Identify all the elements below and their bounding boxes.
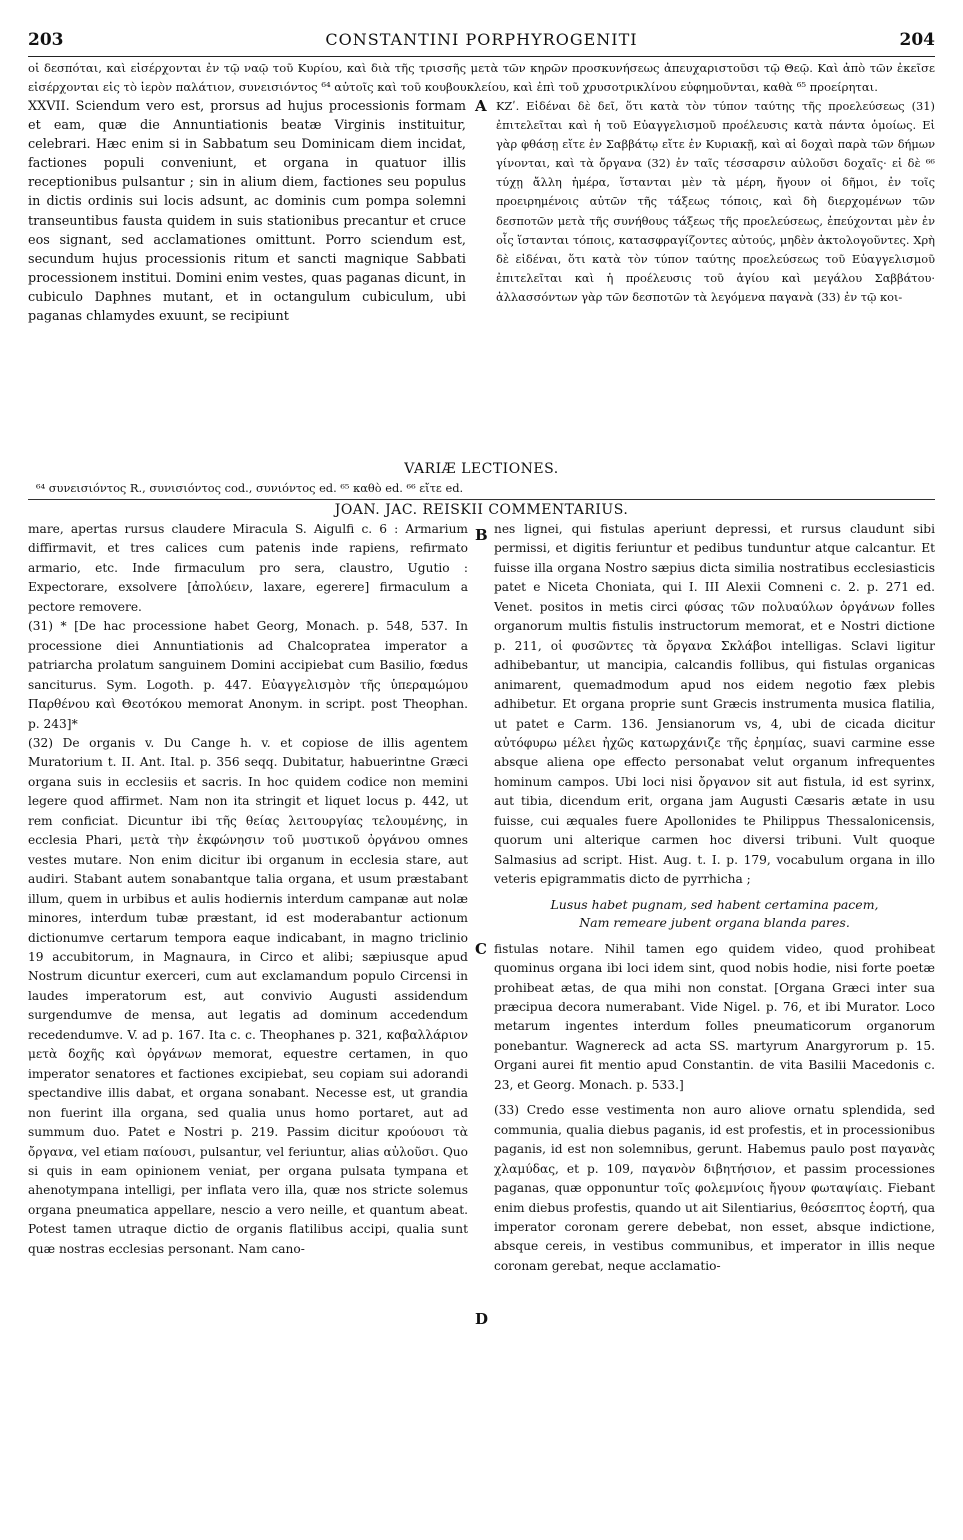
commentary-left-column xyxy=(28,520,468,1259)
section-marker-a: A xyxy=(475,97,487,115)
intro-greek-text: οἱ δεσπόται, καὶ εἰσέρχονται ἐν τῷ ναῷ τοῦ Κυρίου, καὶ διὰ τῆς τρισσῆς μετὰ τῶν κηρῶν προσκυνήσεως ἀπευχαριστοῦσι τῷ Θεῷ. Καὶ ἀπὸ τῶν ἐκεῖσε εἰσέρχονται εἰς τὸ ἱερὸν παλάτιον, συνεισιόντος ⁶⁴ αὐτοῖς καὶ τοῦ κουβουκλείου, καὶ ἐπὶ τοῦ χρυσοτρικλίνου εὐφημοῦνται, καθὰ ⁶⁵ προείρηται. xyxy=(28,61,935,94)
variae-text: ⁶⁴ συνεισιόντος R., συνισιόντος cod., συνιόντος ed. ⁶⁵ καθὸ ed. ⁶⁶ εἴτε ed. xyxy=(36,481,464,495)
variae-heading: VARIÆ LECTIONES. xyxy=(404,461,559,477)
section-marker-b: B xyxy=(475,526,488,544)
greek-column: ΚΖʹ. Εἰδέναι δὲ δεῖ, ὅτι κατὰ τὸν τύπον ταύτης τῆς προελεύσεως (31) ἐπιτελεῖται καὶ ἡ τοῦ Εὐαγγελισμοῦ προέλευσις κατὰ πάντα ὁμοίως. Εἰ γὰρ φθάσῃ εἴτε ἐν Σαββάτῳ εἴτε ἐν Κυριακῇ, καὶ αἱ δοχαὶ παρὰ τῶν δήμων γίνονται, καὶ τὰ ὄργανα (32) ἐν ταῖς τέσσαρσιν αὐλοῦσι δοχαῖς· εἰ δὲ ⁶⁶ τύχῃ ἄλλη ἡμέρα, ἵστανται μὲν τὰ μέρη, ἤγουν οἱ δῆμοι, ἐν τοῖς προειρημένοις αὐτῶν τῆς τάξεως τόποις, καὶ δὴ διερχομένων τῶν δεσποτῶν μετὰ τῆς συνήθους τάξεως τῆς προελεύσεως, ἐπεύχονται μὲν ἐν οἷς ἵστανται τόποις, κατασφραγίζοντες αὐτούς, μηδὲν ἀκτολογοῦντες. Χρὴ δὲ εἰδέναι, ὅτι κατὰ τὸν τύπον ταύτης προελεύσεως τοῦ Εὐαγγελισμοῦ ἐπιτελεῖται καὶ ἡ προέλευσις τοῦ ἁγίου καὶ μεγάλου Σαββάτου· ἀλλασσόντων γὰρ τῶν δεσποτῶν τὰ λεγόμενα παγανὰ (33) ἐν τῷ κοι- xyxy=(496,99,935,304)
latin-column: XXVII. Sciendum vero est, prorsus ad hujus processionis formam et eam, quæ die Annuntiationis beatæ Virginis instituitur, celebrari. Hæc enim si in Sabbatum seu Dominicam diem incidat, factiones populi conveniunt, et organa in quatuor illis receptionibus pulsantur ; sin in alium diem, factiones seu populus in dictis ordinis sui locis adsunt, ac dominis cum pompa solemni transeuntibus fausta quidem in suis stationibus precantur et cruce eos signant, sed acclamationes omittunt. Porro sciendum est, secundum hujus processionis ritum et sancti magnique Sabbati processionem institui. Domini enim vestes, quas paganas dicunt, in cubiculo Daphnes mutant, et in octangulum cubiculum, ubi paganas chlamydes exuunt, se recipiunt xyxy=(28,99,466,325)
commentary-paragraph: fistulas notare. Nihil tamen ego quidem video, quod prohibeat quominus organa ibi loci idem sint, quod nobis hodie, nisi forte poetæ prohibeat ætas, de qua mihi non constat. [Organa Græci inter sua præcipua decora numerabant. Vide Nigel. p. 76, et ibi Murator. Loco metarum ingentes interdum folles pneumaticorum organorum ponebantur. Wagnereck ad acta SS. martyrum Anargyrorum p. 15. Organi aurei fit mentio apud Constantin. de vita Basilii Macedonis c. 23, et Georg. Monach. p. 533.] xyxy=(494,941,935,1092)
page-number-left: 203 xyxy=(28,30,64,50)
poem-line: Lusus habet pugnam, sed habent certamina pacem, xyxy=(550,896,879,912)
section-marker-c: C xyxy=(475,940,487,958)
commentary-heading: JOAN. JAC. REISKII COMMENTARIUS. xyxy=(28,499,935,520)
poem xyxy=(494,896,935,932)
page xyxy=(28,22,935,1522)
page-number-right: 204 xyxy=(899,30,935,50)
section-marker-d: D xyxy=(475,1310,489,1328)
commentary-paragraph: mare, apertas rursus claudere Miracula S. Aigulfi c. 6 : Armarium diffirmavit, et tres calices cum patenis inde rapiens, refirmato armario, etc. Inde firmaculum pro sera, claustro, Ugutio : Expectorare, exsolvere [ἀπολύειν, laxare, egerere] firmaculum a pectore removere. xyxy=(28,522,468,614)
running-title: CONSTANTINI PORPHYROGENITI xyxy=(325,30,638,49)
commentary-paragraph: (33) Credo esse vestimenta non auro aliove ornatu splendida, sed communia, qualia diebus paganis, id est profestis, et in processionibus paganis, id est non solemnibus, gerunt. Habemus paulo post παγανὰς χλαμύδας, et p. 109, παγανὸν διβητήσιον, et passim processiones paganas, quæ opponuntur τοῖς φολεμνίοις ἤγουν φωταψίαις. Fiebant enim diebus profestis, quando ut ait Silentiarius, θεόσεπτος ἑορτή, qua imperator coronam gerere debebat, non esset, absque indictione, absque cereis, in vestibus communibus, et imperator in illis neque coronam gerebat, neque acclamatio- xyxy=(494,1103,935,1273)
main-text xyxy=(28,97,935,459)
poem-line: Nam remeare jubent organa blanda pares. xyxy=(579,914,850,930)
commentary xyxy=(28,520,935,1450)
commentary-right-column xyxy=(494,520,935,1276)
commentary-paragraph: (32) De organis v. Du Cange h. v. et copiose de illis agentem Muratorium t. II. Ant. Ital. p. 356 seqq. Dubitatur, habuerintne Græci organa suis in ecclesiis et sacris. In hoc quidem codice non memini legere quod affirmet. Nam non ita stringit et liquet locus p. 442, ut rem conficiat. Dicuntur ibi τῆς θείας λειτουργίας τελουμένης, in ecclesia Phari, μετὰ τὴν ἐκφώνησιν τοῦ μυστικοῦ ὀργάνου omnes vestes mutare. Non enim dicitur ibi organum in ecclesia stare, aut audiri. Stabant autem sonabantque talia organa, et usum præstabant illum, quem in urbibus et aulis hodiernis interdum campanæ aut nolæ minores, interdum tubæ præstant, id est moderabantur actionum dictionumve certarum tempora eaque indicabant, in magno triclinio 19 accubitorum, in Magnaura, in Circo et alibi; sæpiusque apud Nostrum dicuntur exerceri, cum aut exclamandum populo Circensi in laudes imperatorum est, aut convivio Augusti assidendum surgendumve de mensa, aut legatis ad dominum accedendum recedendumve. V. ad p. 167. Ita c. c. Theophanes p. 321, καβαλλάριον μετὰ δοχῆς καὶ ὀργάνων memorat, equestre certamen, in quo imperator senatores et factiones excipiebat, seu copiam sui adorandi spectandive illis dabat, et organa sonabant. Necesse est, ut grandia non fuerint illa organa, sed qualia unus homo portaret, aut ad summum duo. Patet e Nostri p. 219. Passim dicitur κρούουσι τὰ ὄργανα, vel etiam παίουσι, pulsantur, vel feriuntur, alias αὐλοῦσι. Quo si quis in eam opinionem veniat, per organa pulsata tympana et ahenotympana intelligi, per inflata vero illa, quæ nos stricte solemus organa pneumatica appellare, nescio a vero neille, et quantum abeat. Potest tamen utraque dictio de organis flatilibus accipi, qualia sunt quæ nostras ecclesias personant. Nam cano- xyxy=(28,735,468,1256)
running-header xyxy=(28,22,935,57)
commentary-paragraph: nes lignei, qui fistulas aperiunt depressi, et rursus claudunt sibi permissi, et digitis feriuntur et pedibus tunduntur atque calcantur. Et fuisse illa organa Nostro sæpius dicta similia nostratibus ecclesiasticis patet e Niceta Choniata, qui I. III Alexii Comneni c. 2. p. 271 ed. Venet. positos in metis circi φύσας τῶν πολυαύλων ὀργάνων folles organorum multis fistulis instructorum memorat, et e Nostri dictione p. 211, οἱ φυσῶντες τὰ ὄργανα Σκλάβοι intelligas. Sclavi ligitur adhibebantur, ut mancipia, calcandis follibus, qui fistulas organicas animarent, quemadmodum apud nos eidem negotio fæx plebis adhibetur. Et organa proprie sunt Græcis instrumenta musica flatilia, ut patet e Carm. 136. Jensianorum vs, 4, ubi de cicada dicitur αὐτόφυρω μέλει ἠχῶς κατωρχάνιζε τῆς ἐρημίας, suavi carmine esse absque aliena ope effecto personabat velut organum infrequentes hominum campos. Ubi loci nisi ὄργανον sit aut fistula, id est syrinx, aut tibia, dicendum erit, organa jam Augusti Cæsaris ætate in usu fuisse, cui æquales fuere Apollonides te Philippus Thessalonicensis, quorum uni alterique carmen hoc diversi tribuni. Vult quoque Salmasius ad script. Hist. Aug. t. I. p. 179, vocabulum organa in illo veteris epigrammatis dicto de pyrrhicha ; xyxy=(494,522,935,887)
commentary-paragraph: (31) * [De hac processione habet Georg, Monach. p. 548, 537. In processione diei Annuntiationis ad Chalcopratea imperator a patriarcha prolatum sanguinem Domini accipiebat cum Basilio, fœdus sanciturus. Sym. Logoth. p. 447. Εὐαγγελισμὸν τῆς ὑπεραμώμου Παρθένου καὶ Θεοτόκου memorat Anonym. in script. post Theophan. p. 243]* xyxy=(28,619,468,731)
